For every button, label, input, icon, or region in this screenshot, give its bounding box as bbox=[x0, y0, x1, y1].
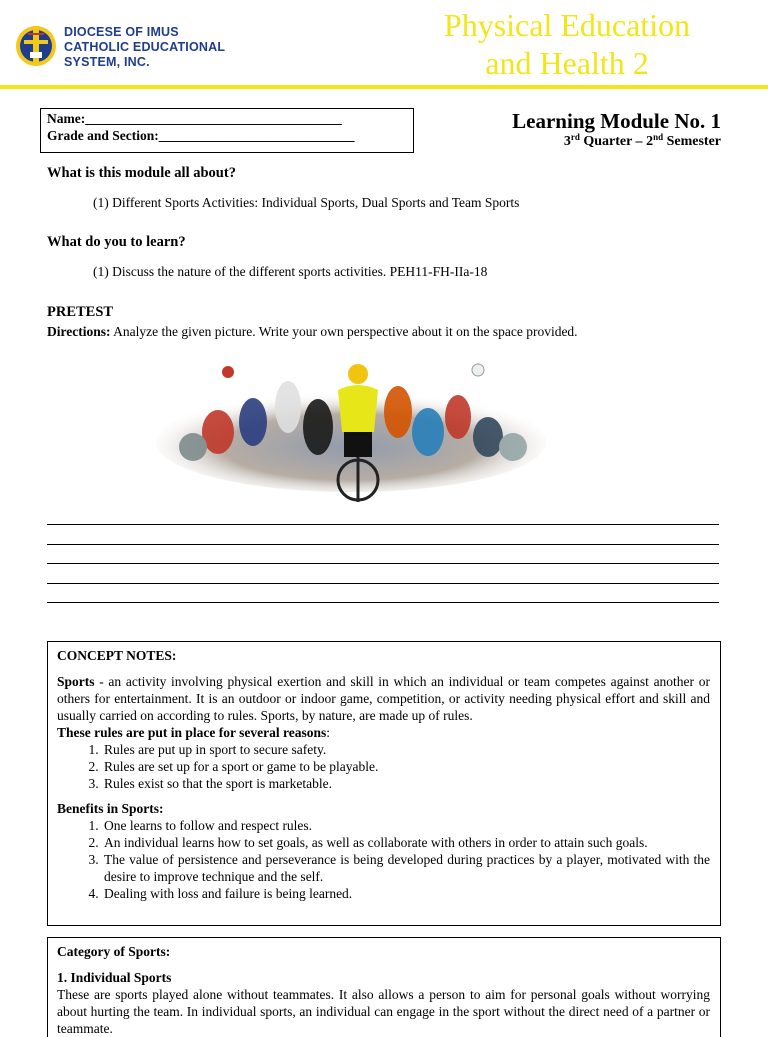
learn-item: (1) Discuss the nature of the different sports activities. PEH11-FH-IIa-18 bbox=[93, 264, 488, 279]
rules-heading-colon: : bbox=[326, 725, 330, 740]
org-line-2: CATHOLIC EDUCATIONAL bbox=[64, 40, 226, 54]
organization-name bbox=[64, 25, 225, 70]
list-item: 3. The value of persistence and perseverance is being developed during practices by a player, motivated with the desire to improve technique and the self. bbox=[102, 851, 710, 885]
answer-line[interactable] bbox=[47, 563, 719, 564]
name-field[interactable]: Name:______________________________________ bbox=[47, 111, 342, 126]
org-line-1: DIOCESE OF IMUS bbox=[64, 25, 179, 39]
grade-section-field[interactable]: Grade and Section:_____________________________ bbox=[47, 128, 355, 143]
concept-notes-title: CONCEPT NOTES: bbox=[57, 648, 177, 663]
org-line-3: SYSTEM, INC. bbox=[64, 55, 150, 69]
quarter-suffix: rd bbox=[570, 132, 580, 142]
page-header bbox=[0, 0, 768, 90]
semester-text: Semester bbox=[663, 134, 721, 149]
directions-text: Analyze the given picture. Write your own perspective about it on the space provided. bbox=[110, 324, 578, 339]
header-divider bbox=[0, 85, 768, 89]
individual-sports-heading: 1. Individual Sports bbox=[57, 970, 172, 985]
individual-sports-text: These are sports played alone without teammates. It also allows a person to aim for personal goals without worrying about hurting the team. In individual sports, an individual can engage in the sport without the direct need of a partner or teammate. bbox=[57, 987, 710, 1036]
directions-label: Directions: bbox=[47, 324, 111, 339]
about-item: (1) Different Sports Activities: Individual Sports, Dual Sports and Team Sports bbox=[93, 195, 520, 210]
answer-line[interactable] bbox=[47, 602, 719, 603]
subject-title bbox=[400, 6, 734, 82]
subject-line-2: and Health 2 bbox=[485, 45, 649, 81]
concept-notes-box bbox=[47, 641, 721, 926]
diocese-seal-icon bbox=[14, 22, 58, 68]
sports-definition-text: - an activity involving physical exertion and skill in which an individual or team competes against another or others for entertainment. It is an outdoor or indoor game, competition, or activity needing physical effort and skill and usually carried on according to rules. Sports, by nature, are made up of rules. bbox=[57, 674, 710, 723]
answer-line[interactable] bbox=[47, 583, 719, 584]
module-quarter bbox=[564, 134, 721, 150]
list-item: 1. Rules are put up in sport to secure safety. bbox=[102, 741, 710, 758]
list-item: 2. An individual learns how to set goals, as well as collaborate with others in order to attain such goals. bbox=[102, 834, 710, 851]
list-item: 1. One learns to follow and respect rules. bbox=[102, 817, 710, 834]
category-title: Category of Sports: bbox=[57, 944, 171, 959]
quarter-number: 3 bbox=[563, 134, 571, 149]
quarter-text: Quarter – bbox=[579, 134, 647, 149]
sports-collage-icon bbox=[148, 352, 554, 504]
answer-line[interactable] bbox=[47, 544, 719, 545]
rules-heading-text: These rules are put in place for several reasons bbox=[57, 725, 327, 740]
pretest-heading: PRETEST bbox=[47, 304, 114, 320]
sports-term: Sports bbox=[57, 674, 95, 689]
learn-heading: What do you to learn? bbox=[47, 234, 186, 250]
about-heading: What is this module all about? bbox=[47, 165, 236, 181]
module-title: Learning Module No. 1 bbox=[512, 109, 721, 133]
subject-line-1: Physical Education bbox=[443, 7, 691, 43]
pretest-directions bbox=[47, 324, 578, 340]
list-item: 3. Rules exist so that the sport is marketable. bbox=[102, 775, 710, 792]
rules-heading bbox=[57, 724, 710, 741]
semester-suffix: nd bbox=[653, 132, 664, 142]
benefits-list bbox=[102, 817, 710, 902]
semester-number: 2 bbox=[646, 134, 654, 149]
benefits-heading: Benefits in Sports: bbox=[57, 801, 164, 816]
rules-list bbox=[102, 741, 710, 792]
list-item: 2. Rules are set up for a sport or game to be playable. bbox=[102, 758, 710, 775]
student-info-box bbox=[40, 108, 414, 153]
answer-line[interactable] bbox=[47, 524, 719, 525]
category-box bbox=[47, 937, 721, 1037]
sports-definition bbox=[57, 673, 710, 724]
list-item: 4. Dealing with loss and failure is being learned. bbox=[102, 885, 710, 902]
